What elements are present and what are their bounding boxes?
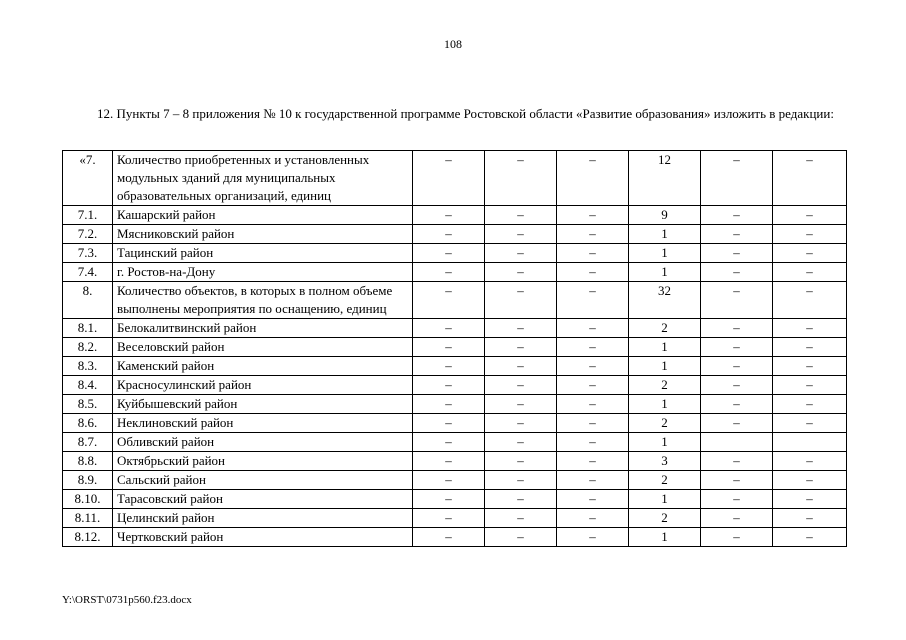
indicators-table [62,150,847,547]
value-cell: 2 [629,509,701,528]
row-number-cell: 8.2. [63,338,113,357]
value-cell: – [701,490,773,509]
table-row [63,225,847,244]
value-cell: 9 [629,206,701,225]
value-cell: 32 [629,282,701,319]
table-row [63,282,847,319]
table-row [63,244,847,263]
row-number-cell: 8.4. [63,376,113,395]
value-cell: – [701,376,773,395]
value-cell: – [701,452,773,471]
row-number-cell: 7.1. [63,206,113,225]
value-cell: – [773,244,847,263]
row-name-cell: Октябрьский район [113,452,413,471]
row-number-cell: 8.12. [63,528,113,547]
value-cell: – [773,528,847,547]
table-row [63,151,847,206]
value-cell: – [413,282,485,319]
value-cell: – [557,528,629,547]
value-cell: – [557,357,629,376]
value-cell: 1 [629,528,701,547]
row-name-cell: Куйбышевский район [113,395,413,414]
value-cell: – [485,471,557,490]
row-name-cell: Мясниковский район [113,225,413,244]
value-cell: 2 [629,319,701,338]
value-cell: – [485,263,557,282]
table-row [63,433,847,452]
value-cell: – [701,395,773,414]
value-cell: – [773,206,847,225]
value-cell: – [557,319,629,338]
value-cell: – [413,319,485,338]
row-name-cell: г. Ростов-на-Дону [113,263,413,282]
value-cell: 1 [629,490,701,509]
value-cell: – [773,225,847,244]
value-cell: – [485,528,557,547]
row-number-cell: 7.2. [63,225,113,244]
value-cell: – [485,282,557,319]
value-cell: – [485,357,557,376]
value-cell: – [773,357,847,376]
value-cell: – [773,471,847,490]
value-cell: – [485,452,557,471]
row-name-cell: Каменский район [113,357,413,376]
row-name-cell: Тарасовский район [113,490,413,509]
value-cell: – [485,414,557,433]
table-row [63,528,847,547]
value-cell: – [485,244,557,263]
value-cell: – [773,414,847,433]
value-cell: – [485,490,557,509]
value-cell: – [413,151,485,206]
value-cell: 2 [629,471,701,490]
value-cell: – [557,225,629,244]
value-cell: – [485,376,557,395]
table-row [63,452,847,471]
value-cell: – [413,263,485,282]
value-cell: – [557,263,629,282]
value-cell: – [701,244,773,263]
row-number-cell: 8.8. [63,452,113,471]
value-cell: – [413,471,485,490]
value-cell: 1 [629,338,701,357]
value-cell: – [485,509,557,528]
row-name-cell: Сальский район [113,471,413,490]
table-row [63,338,847,357]
row-number-cell: 8.11. [63,509,113,528]
table-body [63,151,847,547]
value-cell: – [485,338,557,357]
value-cell: – [557,414,629,433]
row-name-cell: Веселовский район [113,338,413,357]
value-cell: – [701,319,773,338]
value-cell: – [773,376,847,395]
row-name-cell: Целинский район [113,509,413,528]
value-cell: 3 [629,452,701,471]
row-number-cell: 8.5. [63,395,113,414]
value-cell: – [557,452,629,471]
value-cell: – [413,509,485,528]
value-cell: 2 [629,414,701,433]
intro-paragraph: 12. Пункты 7 – 8 приложения № 10 к государственной программе Ростовской области «Развитие образования» изложить в редакции: [97,106,834,121]
table-row [63,376,847,395]
row-number-cell: 8.10. [63,490,113,509]
value-cell: 1 [629,395,701,414]
value-cell: – [773,509,847,528]
value-cell: 1 [629,433,701,452]
value-cell: – [773,395,847,414]
row-name-cell: Белокалитвинский район [113,319,413,338]
row-number-cell: 8.1. [63,319,113,338]
value-cell: – [485,319,557,338]
value-cell: – [701,263,773,282]
value-cell: – [701,414,773,433]
row-name-cell: Обливский район [113,433,413,452]
row-name-cell: Красносулинский район [113,376,413,395]
value-cell: – [773,338,847,357]
row-name-cell: Количество объектов, в которых в полном объеме выполнены мероприятия по оснащению, единиц [113,282,413,319]
row-number-cell: 7.4. [63,263,113,282]
value-cell: – [413,528,485,547]
value-cell: – [773,151,847,206]
table-row [63,206,847,225]
value-cell: – [485,395,557,414]
value-cell: – [773,490,847,509]
value-cell: – [485,206,557,225]
value-cell: – [773,282,847,319]
value-cell: – [485,433,557,452]
value-cell: – [701,471,773,490]
value-cell: 1 [629,357,701,376]
value-cell: – [557,376,629,395]
value-cell: – [557,490,629,509]
value-cell: – [413,357,485,376]
row-number-cell: 8.3. [63,357,113,376]
row-name-cell: Чертковский район [113,528,413,547]
value-cell: – [413,452,485,471]
value-cell: – [773,319,847,338]
value-cell: – [701,225,773,244]
value-cell: – [557,471,629,490]
table-row [63,490,847,509]
value-cell: – [557,206,629,225]
value-cell [701,433,773,452]
value-cell: – [701,357,773,376]
table-row [63,263,847,282]
value-cell: – [557,151,629,206]
table-row [63,509,847,528]
value-cell: 1 [629,225,701,244]
row-name-cell: Неклиновский район [113,414,413,433]
value-cell: 1 [629,244,701,263]
row-number-cell: 8. [63,282,113,319]
value-cell: – [701,151,773,206]
value-cell [773,433,847,452]
value-cell: – [557,244,629,263]
value-cell: – [557,433,629,452]
value-cell: – [413,376,485,395]
row-number-cell: «7. [63,151,113,206]
value-cell: – [413,414,485,433]
value-cell: – [413,206,485,225]
value-cell: 12 [629,151,701,206]
value-cell: – [773,263,847,282]
value-cell: – [701,206,773,225]
row-name-cell: Кашарский район [113,206,413,225]
value-cell: – [557,395,629,414]
row-number-cell: 8.9. [63,471,113,490]
row-number-cell: 7.3. [63,244,113,263]
value-cell: – [557,338,629,357]
table-row [63,395,847,414]
value-cell: – [413,395,485,414]
page-number: 108 [444,37,462,51]
value-cell: – [557,282,629,319]
table-row [63,471,847,490]
value-cell: – [773,452,847,471]
row-name-cell: Тацинский район [113,244,413,263]
value-cell: 1 [629,263,701,282]
value-cell: – [413,225,485,244]
row-number-cell: 8.7. [63,433,113,452]
file-path-footer: Y:\ORST\0731p560.f23.docx [62,594,192,606]
value-cell: – [701,528,773,547]
value-cell: 2 [629,376,701,395]
table-row [63,357,847,376]
row-name-cell: Количество приобретенных и установленных модульных зданий для муниципальных образовательных организаций, единиц [113,151,413,206]
table-row [63,414,847,433]
value-cell: – [701,282,773,319]
value-cell: – [485,151,557,206]
value-cell: – [413,433,485,452]
table-row [63,319,847,338]
value-cell: – [413,244,485,263]
value-cell: – [557,509,629,528]
value-cell: – [413,490,485,509]
row-number-cell: 8.6. [63,414,113,433]
value-cell: – [485,225,557,244]
value-cell: – [701,509,773,528]
value-cell: – [413,338,485,357]
value-cell: – [701,338,773,357]
